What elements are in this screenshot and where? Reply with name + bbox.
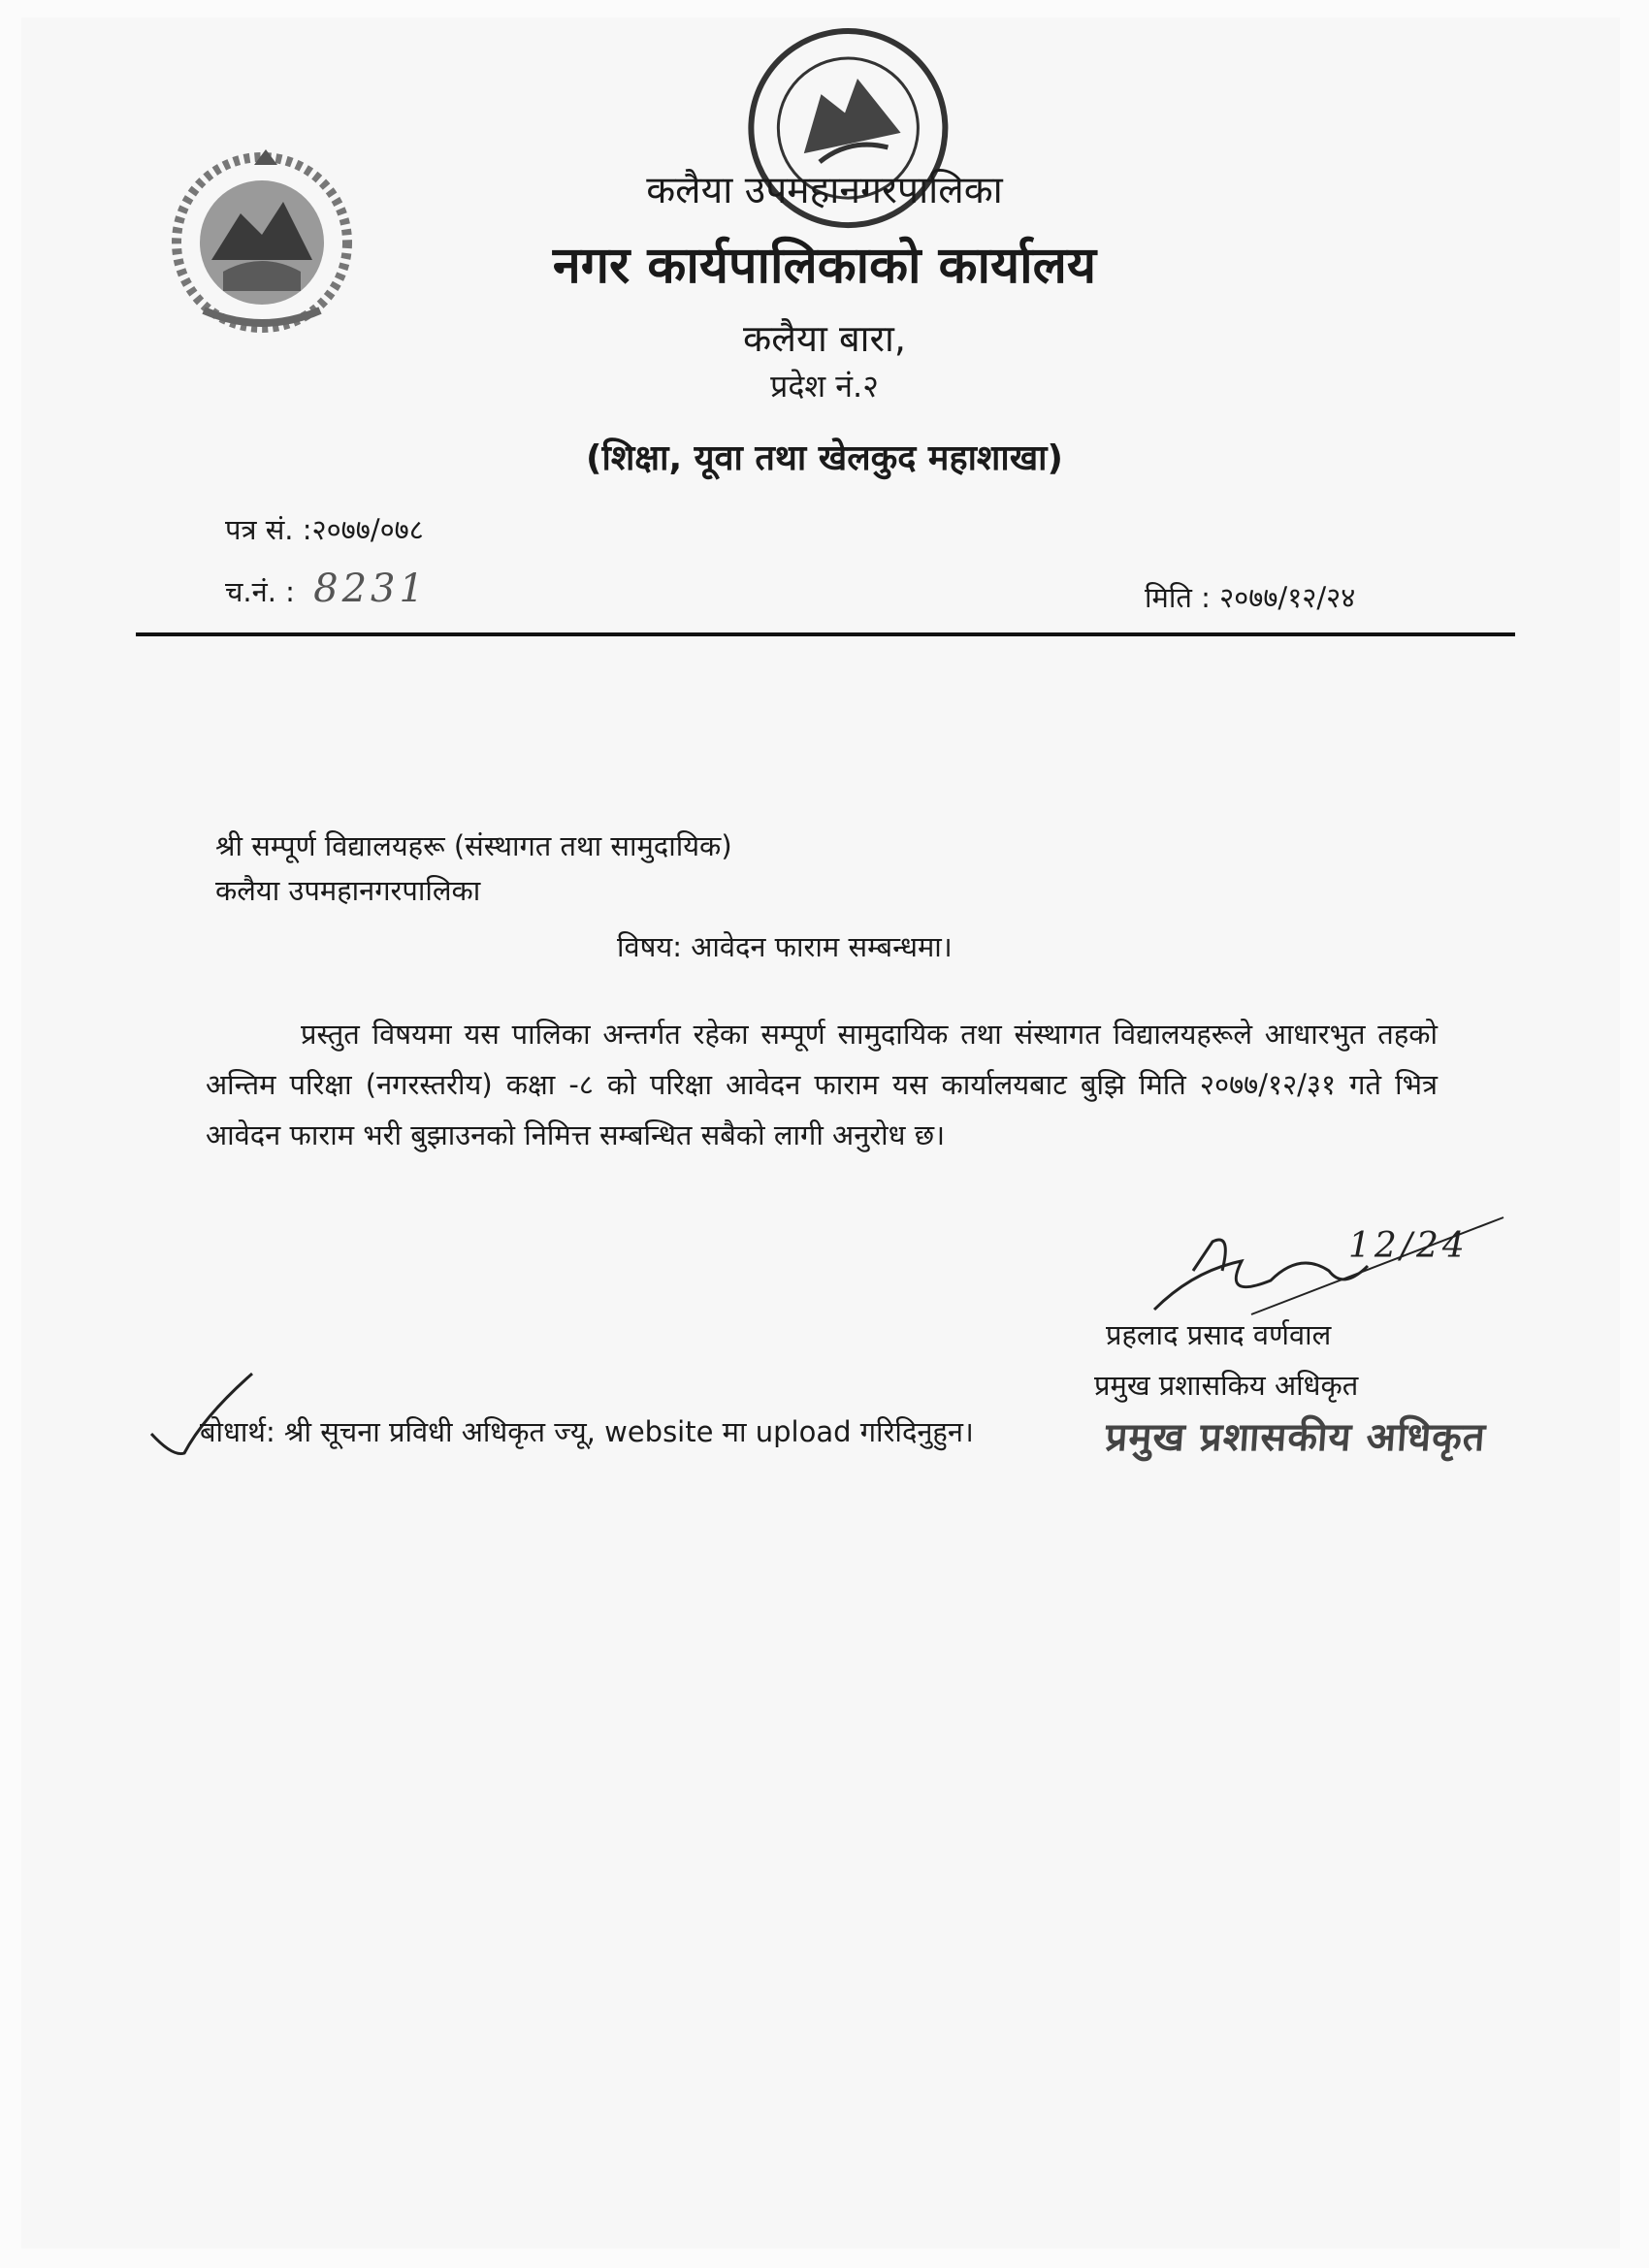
header-divider (136, 632, 1515, 636)
dispatch-number-row (225, 567, 428, 611)
signature-date: 12/24 (1348, 1226, 1469, 1266)
office-address: कलैया बारा, (743, 317, 906, 360)
dispatch-number-label: च.नं. : (225, 575, 295, 608)
letter-date: मिति : २०७७/१२/२४ (1145, 581, 1356, 614)
letter-subject: विषय: आवेदन फाराम सम्बन्धमा। (617, 930, 953, 963)
municipality-name: कलैया उपमहानगरपालिका (646, 169, 1003, 212)
letter-reference-number: पत्र सं. :२०७७/०७८ (225, 513, 424, 546)
dispatch-number-handwritten: 8231 (313, 567, 428, 611)
signatory-title: प्रमुख प्रशासकिय अधिकृत (1094, 1369, 1359, 1402)
signatory-name: प्रहलाद प्रसाद वर्णवाल (1106, 1318, 1332, 1351)
designation-stamp: प्रमुख प्रशासकीय अधिकृत (1104, 1415, 1488, 1460)
carbon-copy-note: बोधार्थ: श्री सूचना प्रविधी अधिकृत ज्यू, website मा upload गरिदिनुहुन। (200, 1415, 974, 1448)
recipient-office: कलैया उपमहानगरपालिका (215, 874, 481, 907)
office-title: नगर कार्यपालिकाको कार्यालय (552, 237, 1097, 295)
letter-body-text: प्रस्तुत विषयमा यस पालिका अन्तर्गत रहेका सम्पूर्ण सामुदायिक तथा संस्थागत विद्यालयहरूले आधारभुत तहको अन्तिम परिक्षा (नगरस्तरीय) कक्षा -८ को परिक्षा आवेदन फाराम यस कार्यालयबाट बुझि मिति २०७७/१२/३१ गते भित्र आवेदन फाराम भरी बुझाउनको निमित्त सम्बन्धित सबैको लागी अनुरोध छ। (206, 1018, 1438, 1151)
province: प्रदेश नं.२ (770, 368, 879, 405)
letter-body (206, 1009, 1438, 1160)
recipient-line: श्री सम्पूर्ण विद्यालयहरू (संस्थागत तथा सामुदायिक) (215, 829, 732, 862)
department-name: (शिक्षा, यूवा तथा खेलकुद महाशाखा) (586, 438, 1063, 478)
